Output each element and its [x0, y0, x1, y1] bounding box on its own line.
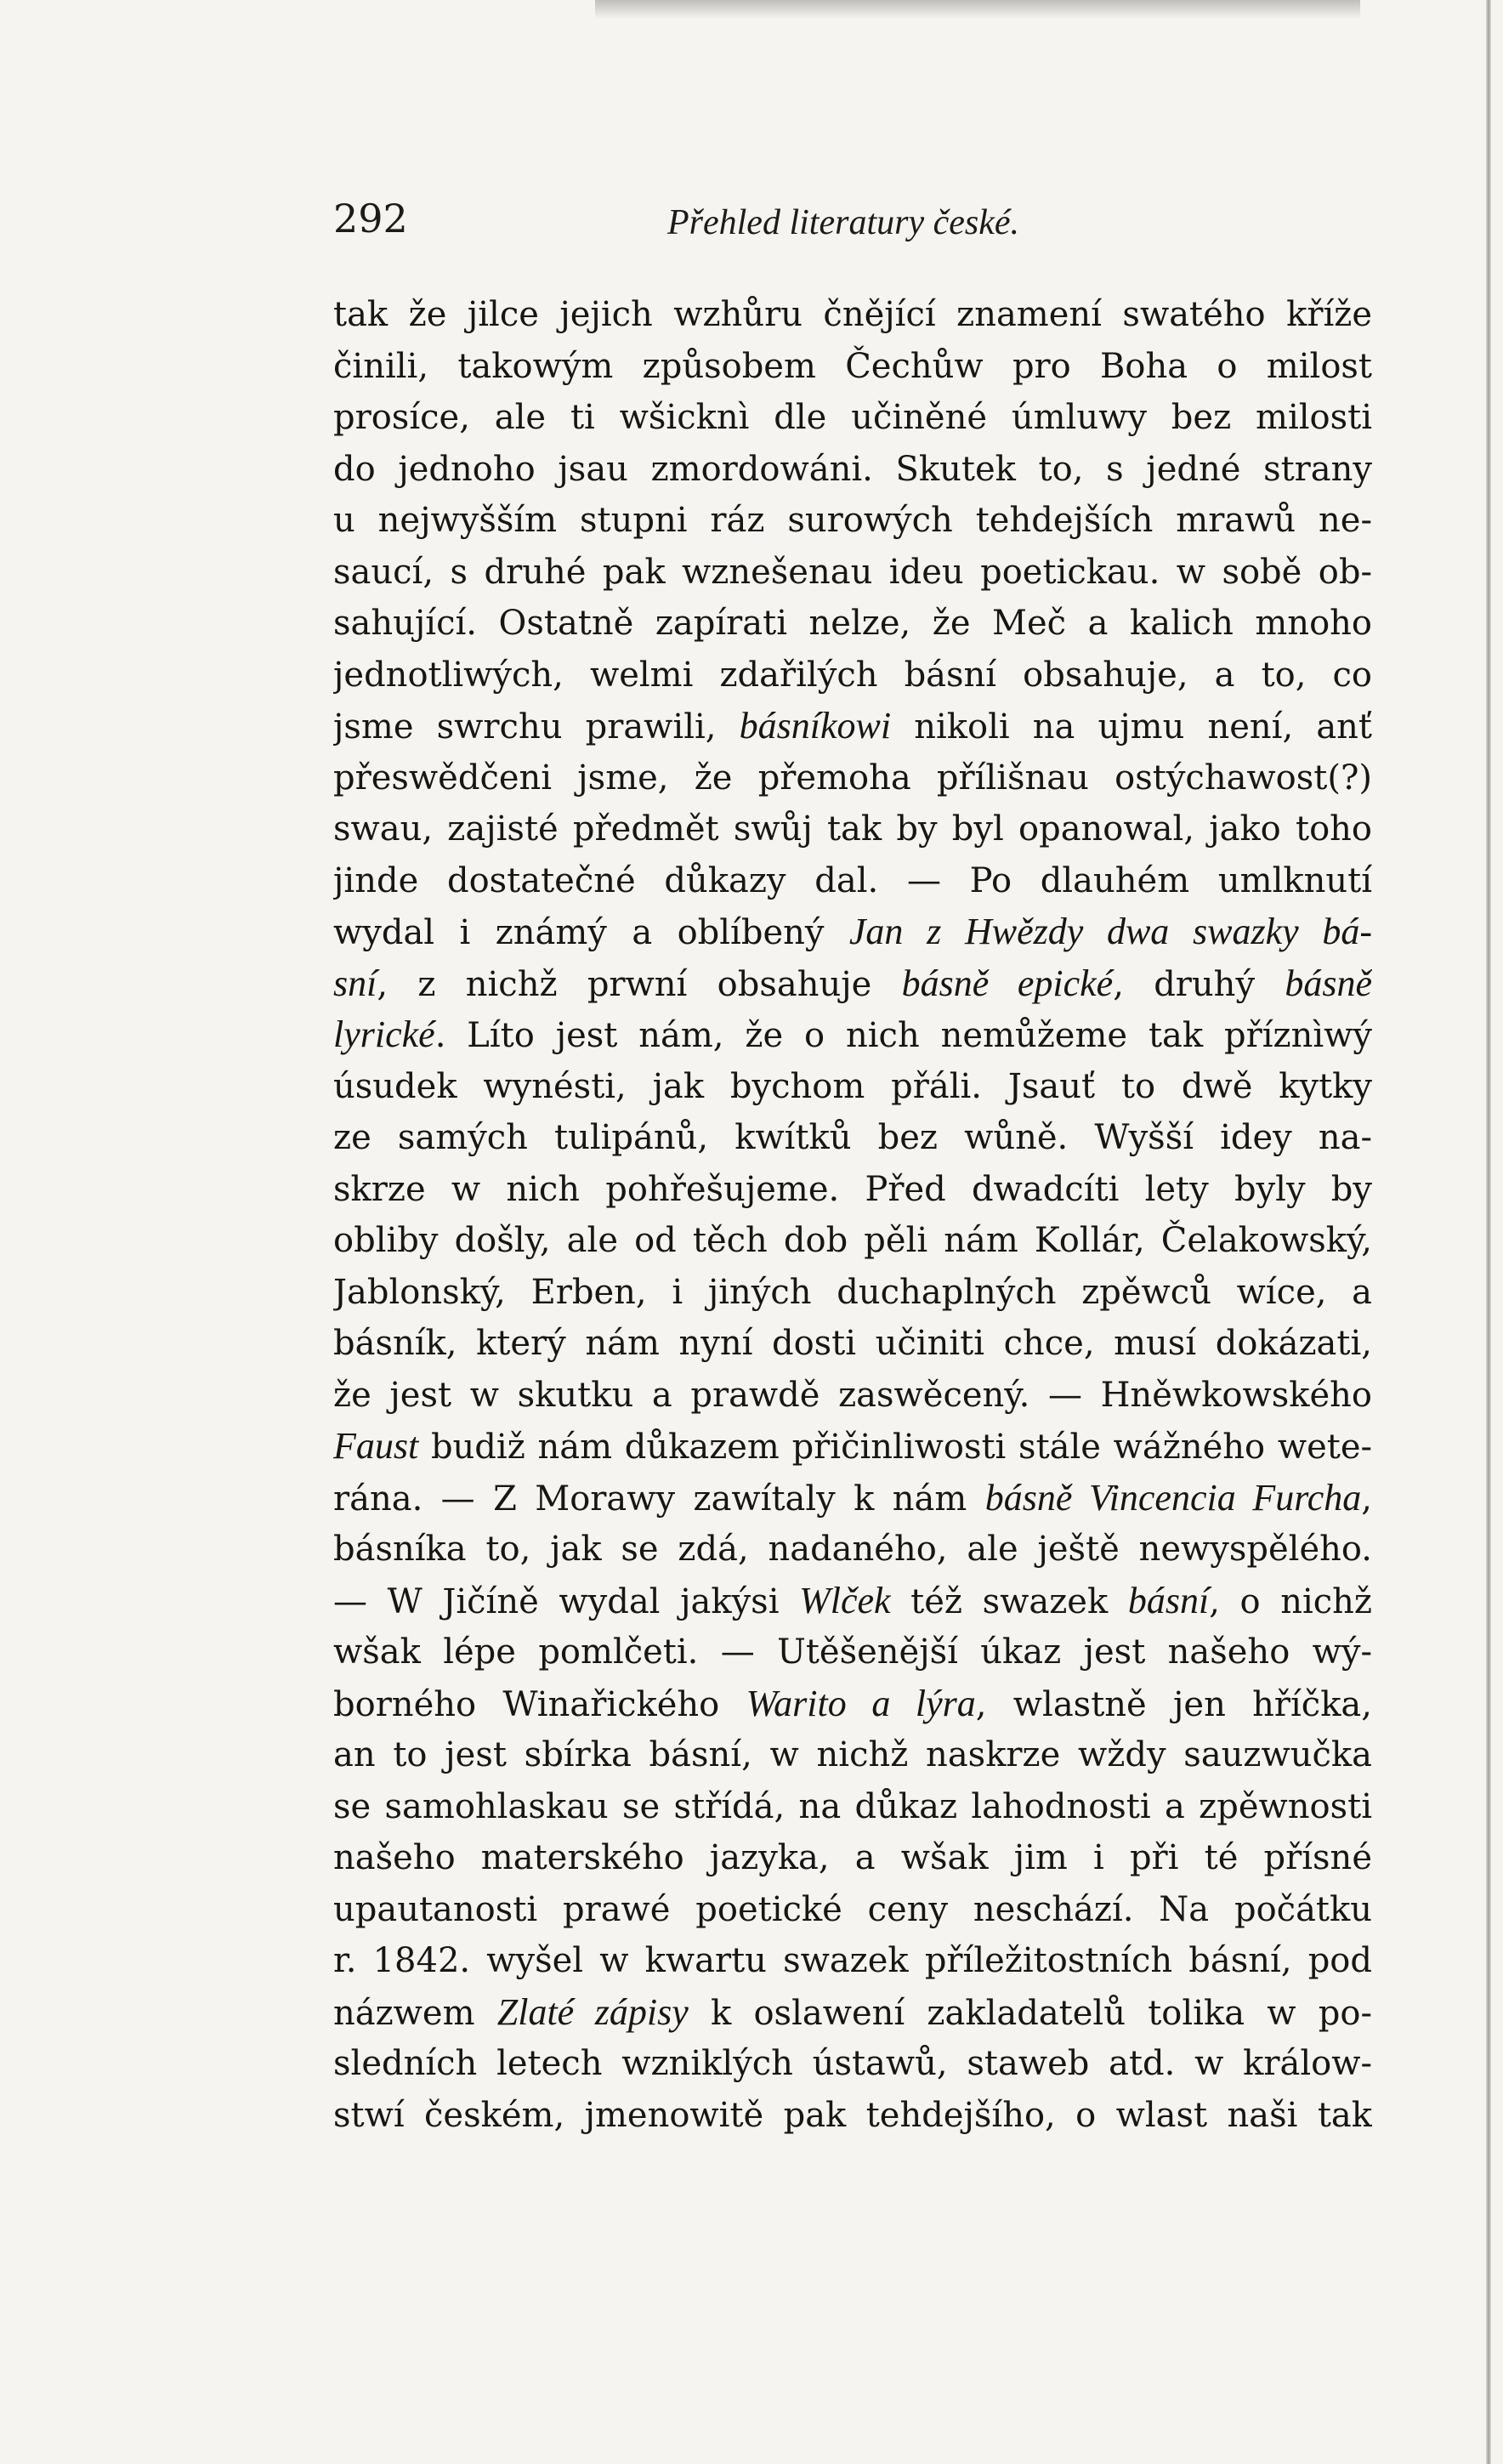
text-segment: nikoli na ujmu není, anť — [891, 707, 1372, 747]
text-segment: našeho materského jazyka, a wšak jim i při té přísné — [333, 1838, 1372, 1877]
italic-text: lyrické — [333, 1013, 435, 1055]
italic-text: Jan z Hwězdy dwa swazky bá- — [848, 911, 1372, 952]
text-line — [333, 958, 1372, 1010]
text-line — [333, 1935, 1372, 1987]
text-segment: — W Jičíně wydal jakýsi — [333, 1581, 800, 1621]
text-line — [333, 1627, 1372, 1678]
text-line — [333, 1524, 1372, 1575]
text-segment: jinde dostatečné důkazy dal. — Po dlauhém umlknutí — [333, 860, 1372, 900]
text-line — [333, 1884, 1372, 1936]
text-segment: skrze w nich pohřešujeme. Před dwadcíti lety byly by — [333, 1169, 1372, 1209]
text-line — [333, 1112, 1372, 1164]
text-line — [333, 2090, 1372, 2142]
text-line — [333, 547, 1372, 599]
text-segment: prosíce, ale ti wšicknì dle učiněné úmluwy bez milosti — [333, 398, 1372, 437]
text-segment: jednotliwých, welmi zdařilých básní obsahuje, a to, co — [333, 655, 1372, 695]
text-segment: , z nichž prwní obsahuje — [377, 964, 902, 1004]
text-segment: budiž nám důkazem přičinliwosti stále wážného wete- — [418, 1428, 1372, 1467]
italic-text: Warito a lýra — [746, 1682, 976, 1724]
text-segment: názwem — [333, 1993, 497, 2033]
page-number: 292 — [333, 196, 408, 241]
text-line — [333, 1164, 1372, 1216]
text-line — [333, 803, 1372, 855]
text-segment: , wlastně jen hříčka, — [975, 1684, 1372, 1724]
text-segment: básník, který nám nyní dosti učiniti chce, musí dokázati, — [333, 1324, 1372, 1363]
text-segment: Jablonský, Erben, i jiných duchaplných zpěwců wíce, a — [333, 1272, 1372, 1312]
text-segment: se samohlaskau se střídá, na důkaz lahodnosti a zpěwnosti — [333, 1786, 1372, 1826]
text-segment: , — [1361, 1479, 1372, 1519]
text-segment: u nejwyšším stupni ráz surowých tehdejších mrawů ne- — [333, 501, 1372, 540]
text-line — [333, 289, 1372, 341]
text-line — [333, 444, 1372, 496]
text-segment: úsudek wynésti, jak bychom přáli. Jsauť to dwě kytky — [333, 1066, 1372, 1106]
text-segment: stwí českém, jmenowitě pak tehdejšího, o wlast naši tak — [333, 2095, 1372, 2135]
text-line — [333, 495, 1372, 547]
text-segment: an to jest sbírka básní, w nichž naskrze wždy sauzwučka — [333, 1735, 1372, 1774]
text-segment: obliby došly, ale od těch dob pěli nám Kollár, Čelakowský, — [333, 1221, 1372, 1260]
text-segment: jsme swrchu prawili, — [333, 707, 740, 747]
body-text — [333, 289, 1372, 2141]
running-title: Přehled literatury české. — [667, 203, 1020, 242]
italic-text: Wlček — [799, 1579, 891, 1621]
running-head — [0, 196, 1503, 255]
text-segment: činili, takowým způsobem Čechůw pro Boha o milost — [333, 346, 1372, 386]
text-segment: rána. — Z Morawy zawítaly k nám — [333, 1479, 985, 1519]
text-segment: sahující. Ostatně zapírati nelze, že Meč a kalich mnoho — [333, 604, 1372, 643]
italic-text: Faust — [333, 1425, 419, 1467]
text-line — [333, 2038, 1372, 2090]
text-line — [333, 701, 1372, 752]
italic-text: básní — [1127, 1579, 1210, 1621]
text-line — [333, 392, 1372, 444]
text-segment: borného Winařického — [333, 1684, 746, 1724]
text-segment: wydal i známý a oblíbený — [333, 913, 849, 952]
text-segment: sledních letech wzniklých ústawů, staweb atd. w králow- — [333, 2044, 1372, 2083]
italic-text: Zlaté zápisy — [496, 1990, 689, 2033]
text-segment: ze samých tulipánů, kwítků bez wůně. Wyšší idey na- — [333, 1118, 1372, 1157]
text-segment: básníka to, jak se zdá, nadaného, ale ještě newyspělého. — [333, 1530, 1372, 1569]
page-edge — [1486, 0, 1491, 2464]
text-line — [333, 1832, 1372, 1884]
text-segment: saucí, s druhé pak wznešenau ideu poetickau. w sobě ob- — [333, 552, 1372, 592]
text-segment: též swazek — [890, 1581, 1128, 1621]
text-segment: tak že jilce jejich wzhůru čnějící znamení swatého kříže — [333, 295, 1372, 334]
text-segment: wšak lépe pomlčeti. — Utěšenější úkaz jest našeho wý- — [333, 1632, 1372, 1672]
italic-text: básníkowi — [739, 705, 892, 747]
text-line — [333, 598, 1372, 650]
italic-text: básně Vincencia Furcha — [984, 1476, 1362, 1519]
text-segment: přeswědčeni jsme, že přemoha přílišnau ostýchawost(?) — [333, 758, 1372, 798]
text-line — [333, 1318, 1372, 1370]
text-segment: , druhý — [1113, 964, 1285, 1004]
text-line — [333, 1421, 1372, 1473]
text-line — [333, 341, 1372, 393]
text-line — [333, 1575, 1372, 1627]
text-line — [333, 752, 1372, 804]
text-line — [333, 1729, 1372, 1781]
text-line — [333, 1473, 1372, 1524]
text-line — [333, 1215, 1372, 1267]
italic-text: básně epické — [901, 962, 1114, 1004]
text-segment: upautanosti prawé poetické ceny neschází. Na počátku — [333, 1889, 1372, 1929]
text-line — [333, 1987, 1372, 2039]
text-segment: že jest w skutku a prawdě zaswěcený. — Hněwkowského — [333, 1375, 1372, 1415]
text-line — [333, 906, 1372, 958]
text-line — [333, 650, 1372, 701]
text-line — [333, 1678, 1372, 1730]
text-line — [333, 1781, 1372, 1833]
text-segment: r. 1842. wyšel w kwartu swazek příležitostních básní, pod — [333, 1941, 1372, 1980]
text-segment: k oslawení zakladatelů tolika w po- — [688, 1993, 1372, 2033]
text-line — [333, 1061, 1372, 1113]
text-segment: do jednoho jsau zmordowáni. Skutek to, s jedné strany — [333, 449, 1372, 489]
text-segment: swau, zajisté předmět swůj tak by byl opanowal, jako toho — [333, 809, 1372, 849]
italic-text: sní — [333, 962, 377, 1004]
text-segment: . Líto jest nám, že o nich nemůžeme tak příznìwý — [434, 1016, 1372, 1055]
text-line — [333, 1009, 1372, 1061]
text-line — [333, 1267, 1372, 1319]
italic-text: básně — [1285, 962, 1372, 1004]
text-line — [333, 855, 1372, 907]
text-segment: , o nichž — [1209, 1581, 1372, 1621]
text-line — [333, 1370, 1372, 1422]
scan-edge-shadow — [595, 0, 1360, 19]
